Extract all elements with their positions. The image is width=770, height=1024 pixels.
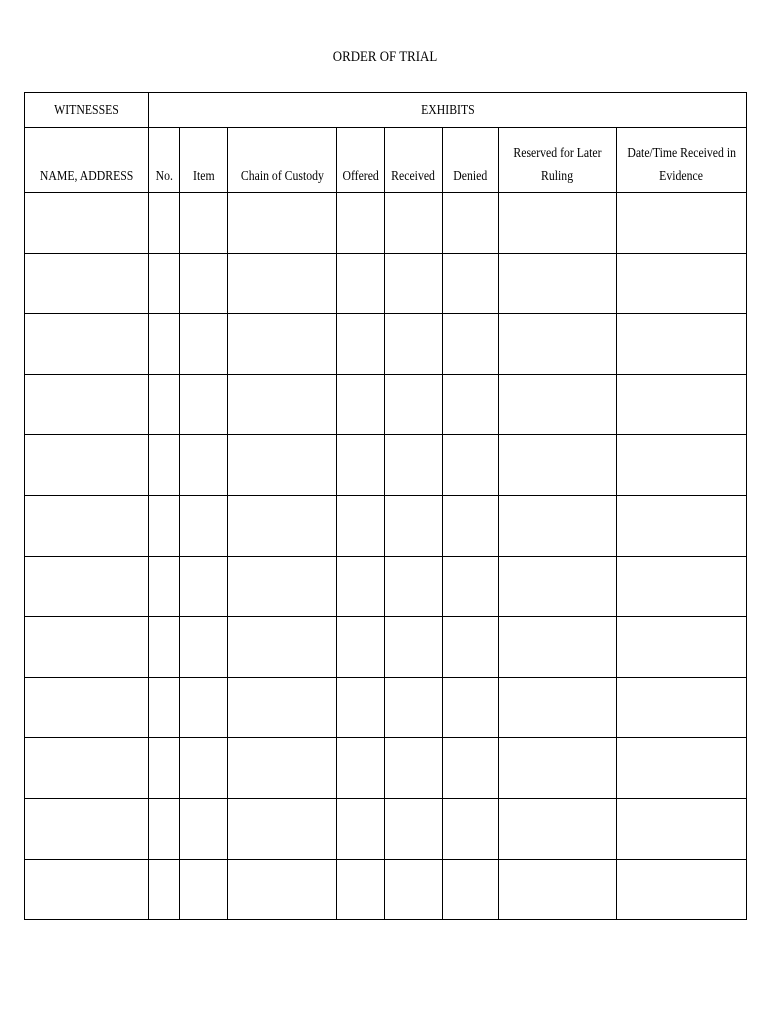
datetime-received-cell[interactable] (617, 435, 747, 496)
received-cell[interactable] (385, 738, 443, 799)
datetime-received-cell[interactable] (617, 677, 747, 738)
number-cell[interactable] (149, 556, 180, 617)
name-address-cell[interactable] (25, 495, 149, 556)
number-cell[interactable] (149, 193, 180, 254)
chain-of-custody-cell[interactable] (228, 677, 337, 738)
group-header-row (25, 93, 747, 128)
offered-cell[interactable] (337, 253, 385, 314)
denied-cell[interactable] (443, 435, 499, 496)
reserved-cell[interactable] (499, 193, 617, 254)
chain-of-custody-cell[interactable] (228, 435, 337, 496)
datetime-received-cell[interactable] (617, 374, 747, 435)
offered-cell[interactable] (337, 374, 385, 435)
offered-cell[interactable] (337, 677, 385, 738)
name-address-cell[interactable] (25, 314, 149, 375)
datetime-received-cell[interactable] (617, 193, 747, 254)
name-address-cell[interactable] (25, 738, 149, 799)
chain-of-custody-cell[interactable] (228, 738, 337, 799)
received-cell[interactable] (385, 859, 443, 920)
denied-cell[interactable] (443, 314, 499, 375)
table-row (25, 435, 747, 496)
chain-of-custody-cell[interactable] (228, 859, 337, 920)
denied-cell[interactable] (443, 617, 499, 678)
offered-cell[interactable] (337, 617, 385, 678)
number-cell[interactable] (149, 314, 180, 375)
item-cell[interactable] (180, 374, 228, 435)
datetime-received-cell[interactable] (617, 495, 747, 556)
item-cell[interactable] (180, 859, 228, 920)
offered-cell[interactable] (337, 495, 385, 556)
reserved-cell[interactable] (499, 617, 617, 678)
reserved-cell[interactable] (499, 798, 617, 859)
datetime-received-cell[interactable] (617, 617, 747, 678)
col-chain-of-custody: Chain of Custody (228, 128, 337, 193)
item-cell[interactable] (180, 314, 228, 375)
item-cell[interactable] (180, 193, 228, 254)
table-row (25, 193, 747, 254)
reserved-cell[interactable] (499, 495, 617, 556)
exhibits-header: EXHIBITS (149, 93, 747, 128)
received-cell[interactable] (385, 617, 443, 678)
denied-cell[interactable] (443, 253, 499, 314)
item-cell[interactable] (180, 495, 228, 556)
name-address-cell[interactable] (25, 798, 149, 859)
datetime-line-1: Date/Time Received in (627, 146, 736, 161)
table-row (25, 859, 747, 920)
table-row (25, 253, 747, 314)
chain-of-custody-cell[interactable] (228, 374, 337, 435)
reserved-cell[interactable] (499, 859, 617, 920)
denied-cell[interactable] (443, 859, 499, 920)
item-cell[interactable] (180, 798, 228, 859)
chain-of-custody-cell[interactable] (228, 556, 337, 617)
denied-cell[interactable] (443, 738, 499, 799)
received-cell[interactable] (385, 374, 443, 435)
received-cell[interactable] (385, 314, 443, 375)
page-title: ORDER OF TRIAL (332, 49, 438, 65)
name-address-cell[interactable] (25, 677, 149, 738)
col-denied: Denied (443, 128, 499, 193)
chain-of-custody-cell[interactable] (228, 798, 337, 859)
item-cell[interactable] (180, 677, 228, 738)
reserved-cell[interactable] (499, 556, 617, 617)
col-name-address: NAME, ADDRESS (25, 128, 149, 193)
item-cell[interactable] (180, 738, 228, 799)
column-header-row (25, 128, 747, 193)
reserved-cell[interactable] (499, 677, 617, 738)
received-cell[interactable] (385, 435, 443, 496)
received-cell[interactable] (385, 677, 443, 738)
chain-of-custody-cell[interactable] (228, 193, 337, 254)
number-cell[interactable] (149, 495, 180, 556)
reserved-cell[interactable] (499, 314, 617, 375)
item-cell[interactable] (180, 253, 228, 314)
witnesses-header: WITNESSES (25, 93, 149, 128)
received-cell[interactable] (385, 798, 443, 859)
chain-of-custody-cell[interactable] (228, 495, 337, 556)
datetime-received-cell[interactable] (617, 738, 747, 799)
name-address-cell[interactable] (25, 617, 149, 678)
offered-cell[interactable] (337, 859, 385, 920)
name-address-cell[interactable] (25, 253, 149, 314)
col-number: No. (149, 128, 180, 193)
datetime-received-cell[interactable] (617, 556, 747, 617)
datetime-received-cell[interactable] (617, 253, 747, 314)
reserved-cell[interactable] (499, 435, 617, 496)
item-cell[interactable] (180, 617, 228, 678)
offered-cell[interactable] (337, 556, 385, 617)
reserved-cell[interactable] (499, 738, 617, 799)
table-row (25, 677, 747, 738)
received-cell[interactable] (385, 556, 443, 617)
reserved-line-1: Reserved for Later (513, 146, 602, 161)
number-cell[interactable] (149, 859, 180, 920)
denied-cell[interactable] (443, 193, 499, 254)
number-cell[interactable] (149, 738, 180, 799)
datetime-line-2: Evidence (659, 169, 704, 184)
number-cell[interactable] (149, 617, 180, 678)
denied-cell[interactable] (443, 374, 499, 435)
number-cell[interactable] (149, 253, 180, 314)
reserved-line-2: Ruling (541, 169, 574, 184)
col-item: Item (180, 128, 228, 193)
number-cell[interactable] (149, 374, 180, 435)
denied-cell[interactable] (443, 556, 499, 617)
table-row (25, 738, 747, 799)
received-cell[interactable] (385, 495, 443, 556)
denied-cell[interactable] (443, 495, 499, 556)
datetime-received-cell[interactable] (617, 859, 747, 920)
denied-cell[interactable] (443, 677, 499, 738)
offered-cell[interactable] (337, 193, 385, 254)
col-received: Received (385, 128, 443, 193)
offered-cell[interactable] (337, 738, 385, 799)
datetime-received-cell[interactable] (617, 314, 747, 375)
reserved-cell[interactable] (499, 374, 617, 435)
table-row (25, 556, 747, 617)
received-cell[interactable] (385, 193, 443, 254)
number-cell[interactable] (149, 677, 180, 738)
chain-of-custody-cell[interactable] (228, 617, 337, 678)
name-address-cell[interactable] (25, 859, 149, 920)
offered-cell[interactable] (337, 435, 385, 496)
name-address-cell[interactable] (25, 435, 149, 496)
name-address-cell[interactable] (25, 193, 149, 254)
received-cell[interactable] (385, 253, 443, 314)
table-row (25, 495, 747, 556)
denied-cell[interactable] (443, 798, 499, 859)
col-datetime-received (617, 128, 747, 193)
number-cell[interactable] (149, 435, 180, 496)
offered-cell[interactable] (337, 798, 385, 859)
table-row (25, 617, 747, 678)
name-address-cell[interactable] (25, 556, 149, 617)
table-row (25, 314, 747, 375)
chain-of-custody-cell[interactable] (228, 314, 337, 375)
number-cell[interactable] (149, 798, 180, 859)
item-cell[interactable] (180, 556, 228, 617)
item-cell[interactable] (180, 435, 228, 496)
col-offered: Offered (337, 128, 385, 193)
offered-cell[interactable] (337, 314, 385, 375)
reserved-cell[interactable] (499, 253, 617, 314)
chain-of-custody-cell[interactable] (228, 253, 337, 314)
table-row (25, 798, 747, 859)
name-address-cell[interactable] (25, 374, 149, 435)
table-row (25, 374, 747, 435)
col-reserved-for-later-ruling (499, 128, 617, 193)
order-of-trial-table (24, 92, 747, 920)
datetime-received-cell[interactable] (617, 798, 747, 859)
